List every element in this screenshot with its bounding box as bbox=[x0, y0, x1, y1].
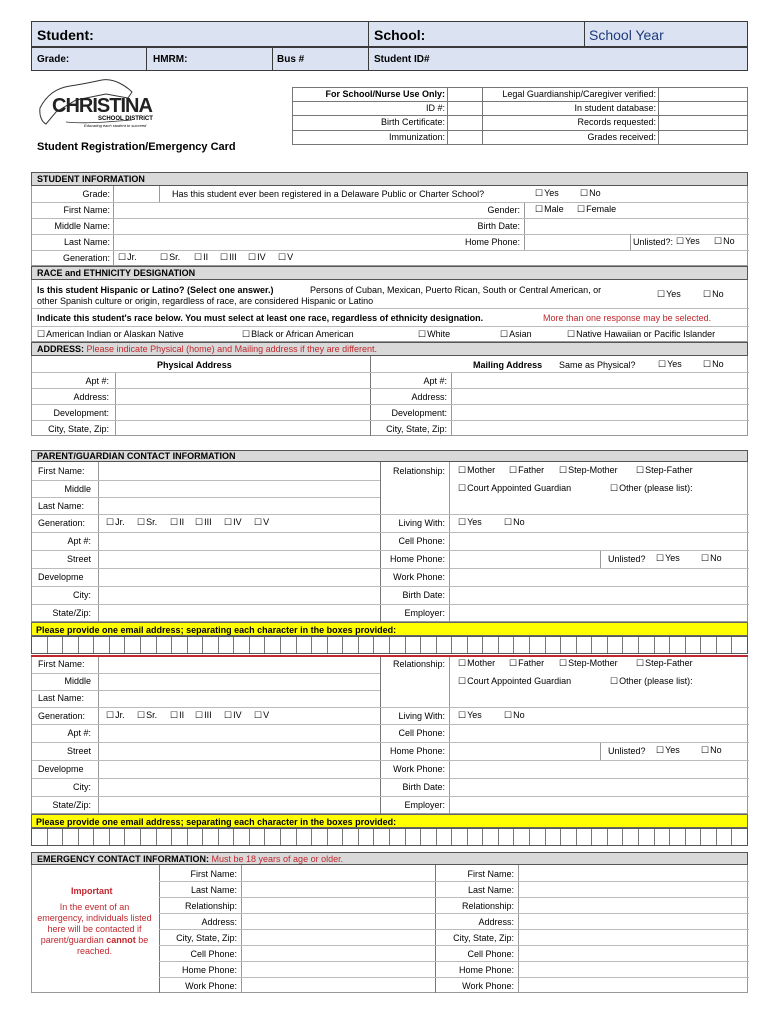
email-char-box[interactable] bbox=[452, 637, 468, 653]
email-char-box[interactable] bbox=[483, 829, 499, 845]
email-char-box[interactable] bbox=[79, 637, 95, 653]
email-char-box[interactable] bbox=[701, 829, 717, 845]
g2-development-label: Developme bbox=[38, 764, 84, 774]
email-char-box[interactable] bbox=[328, 637, 344, 653]
g1-apt-label: Apt #: bbox=[67, 536, 91, 546]
email-char-box[interactable] bbox=[48, 829, 64, 845]
g1-last-name-label: Last Name: bbox=[38, 501, 85, 511]
email-char-box[interactable] bbox=[390, 829, 406, 845]
g2-relationship-label: Relationship: bbox=[392, 659, 445, 669]
email-char-box[interactable] bbox=[390, 637, 406, 653]
grades-label: Grades received: bbox=[587, 132, 656, 142]
email-char-box[interactable] bbox=[608, 829, 624, 845]
g1-gen-iii-checkbox[interactable]: ☐ III bbox=[195, 518, 212, 527]
emergency-heading bbox=[31, 852, 748, 865]
email-char-box[interactable] bbox=[63, 637, 79, 653]
email-char-box[interactable] bbox=[297, 637, 313, 653]
email-char-box[interactable] bbox=[514, 637, 530, 653]
email-char-box[interactable] bbox=[188, 829, 204, 845]
important-text-block bbox=[37, 902, 152, 957]
email-char-box[interactable] bbox=[188, 637, 204, 653]
email-char-box[interactable] bbox=[157, 829, 173, 845]
unlisted-label: Unlisted?: bbox=[633, 237, 674, 247]
ec2-home-label: Home Phone: bbox=[458, 965, 514, 975]
ec1-cell-label: Cell Phone: bbox=[190, 949, 237, 959]
hispanic-desc: Persons of Cuban, Mexican, Puerto Rican, South or Central American, or bbox=[310, 285, 602, 295]
bus-cell[interactable] bbox=[273, 48, 369, 70]
ec2-city-label: City, State, Zip: bbox=[453, 933, 514, 943]
student-info-heading: STUDENT INFORMATION bbox=[31, 172, 748, 186]
email-char-box[interactable] bbox=[717, 637, 733, 653]
g2-living-no-checkbox[interactable]: ☐ No bbox=[504, 711, 525, 720]
email-char-box[interactable] bbox=[359, 637, 375, 653]
g2-last-name-label: Last Name: bbox=[38, 693, 85, 703]
grade-field-label: Grade: bbox=[82, 189, 110, 199]
email-char-box[interactable] bbox=[483, 637, 499, 653]
logo-district: SCHOOL DISTRICT bbox=[98, 116, 153, 122]
g2-employer-label: Employer: bbox=[404, 800, 445, 810]
same-as-physical-label: Same as Physical? bbox=[559, 360, 636, 370]
g1-development-label: Developme bbox=[38, 572, 84, 582]
g2-gen-iv-checkbox[interactable]: ☐ IV bbox=[224, 711, 242, 720]
g2-birth-label: Birth Date: bbox=[402, 782, 445, 792]
race-white-checkbox[interactable]: ☐ White bbox=[418, 330, 450, 339]
school-label: School: bbox=[374, 27, 426, 43]
g2-mother-checkbox[interactable]: ☐ Mother bbox=[458, 659, 495, 668]
emergency-heading-note: Must be 18 years of age or older. bbox=[211, 854, 344, 864]
g2-living-yes-checkbox[interactable]: ☐ Yes bbox=[458, 711, 482, 720]
email-char-box[interactable] bbox=[561, 637, 577, 653]
hispanic-yes-checkbox[interactable]: ☐ Yes bbox=[657, 290, 681, 299]
email-char-box[interactable] bbox=[281, 637, 297, 653]
email-char-box[interactable] bbox=[234, 829, 250, 845]
phys-city-label: City, State, Zip: bbox=[48, 424, 109, 434]
g1-living-yes-checkbox[interactable]: ☐ Yes bbox=[458, 518, 482, 527]
form-title: Student Registration/Emergency Card bbox=[37, 141, 236, 153]
email-char-box[interactable] bbox=[592, 637, 608, 653]
email-char-box[interactable] bbox=[670, 637, 686, 653]
g2-step-father-checkbox[interactable]: ☐ Step-Father bbox=[636, 659, 693, 668]
g1-gen-sr-checkbox[interactable]: ☐ Sr. bbox=[137, 518, 157, 527]
hispanic-question: Is this student Hispanic or Latino? (Select one answer.) bbox=[37, 285, 274, 295]
g1-living-with-label: Living With: bbox=[398, 518, 445, 528]
email-char-box[interactable] bbox=[623, 637, 639, 653]
registered-question: Has this student ever been registered in a Delaware Public or Charter School? bbox=[172, 189, 485, 199]
same-yes-checkbox[interactable]: ☐ Yes bbox=[658, 360, 682, 369]
email-char-box[interactable] bbox=[172, 637, 188, 653]
email-char-box[interactable] bbox=[701, 637, 717, 653]
email-char-box[interactable] bbox=[530, 637, 546, 653]
g2-gen-iii-checkbox[interactable]: ☐ III bbox=[195, 711, 212, 720]
g1-court-checkbox[interactable]: ☐ Court Appointed Guardian bbox=[458, 484, 571, 493]
records-label: Records requested: bbox=[577, 117, 656, 127]
district-logo bbox=[36, 78, 161, 136]
email-char-box[interactable] bbox=[125, 637, 141, 653]
ec2-cell-label: Cell Phone: bbox=[467, 949, 514, 959]
g1-email-boxes[interactable] bbox=[31, 636, 748, 654]
ec1-home-label: Home Phone: bbox=[181, 965, 237, 975]
g2-living-with-label: Living With: bbox=[398, 711, 445, 721]
email-char-box[interactable] bbox=[219, 637, 235, 653]
g2-cell-label: Cell Phone: bbox=[398, 728, 445, 738]
g2-gen-ii-checkbox[interactable]: ☐ II bbox=[170, 711, 184, 720]
ec1-work-label: Work Phone: bbox=[185, 981, 237, 991]
gen-v-checkbox[interactable]: ☐ V bbox=[278, 253, 293, 262]
g1-mother-checkbox[interactable]: ☐ Mother bbox=[458, 466, 495, 475]
header-row-1 bbox=[31, 21, 748, 47]
ec2-last-name-label: Last Name: bbox=[467, 885, 514, 895]
grade-label: Grade: bbox=[37, 54, 70, 65]
race-asian-checkbox[interactable]: ☐ Asian bbox=[500, 330, 532, 339]
g1-city-label: City: bbox=[73, 590, 91, 600]
database-label: In student database: bbox=[574, 103, 656, 113]
g1-gen-jr-checkbox[interactable]: ☐ Jr. bbox=[106, 518, 125, 527]
ec1-relationship-label: Relationship: bbox=[184, 901, 237, 911]
school-year-label: School Year bbox=[589, 27, 664, 43]
email-char-box[interactable] bbox=[717, 829, 733, 845]
logo-tagline: Educating each student to succeed bbox=[84, 123, 147, 128]
email-char-box[interactable] bbox=[437, 637, 453, 653]
email-char-box[interactable] bbox=[468, 829, 484, 845]
g1-relationship-label: Relationship: bbox=[392, 466, 445, 476]
email-char-box[interactable] bbox=[359, 829, 375, 845]
hmrm-cell[interactable] bbox=[147, 48, 273, 70]
ec1-city-label: City, State, Zip: bbox=[176, 933, 237, 943]
unlisted-yes-checkbox[interactable]: ☐ Yes bbox=[676, 237, 700, 246]
email-char-box[interactable] bbox=[577, 829, 593, 845]
email-char-box[interactable] bbox=[79, 829, 95, 845]
g2-first-name-label: First Name: bbox=[38, 659, 85, 669]
phys-address-label: Address: bbox=[73, 392, 109, 402]
email-char-box[interactable] bbox=[203, 637, 219, 653]
grade-cell[interactable] bbox=[32, 48, 147, 70]
ec2-work-label: Work Phone: bbox=[462, 981, 514, 991]
mail-apt-label: Apt #: bbox=[423, 376, 447, 386]
email-char-box[interactable] bbox=[546, 829, 562, 845]
gen-sr-checkbox[interactable]: ☐ Sr. bbox=[160, 253, 180, 262]
email-char-box[interactable] bbox=[172, 829, 188, 845]
g1-unlisted-yes-checkbox[interactable]: ☐ Yes bbox=[656, 554, 680, 563]
email-char-box[interactable] bbox=[421, 637, 437, 653]
email-char-box[interactable] bbox=[421, 829, 437, 845]
g1-first-name-label: First Name: bbox=[38, 466, 85, 476]
g1-generation-label: Generation: bbox=[38, 518, 86, 528]
email-char-box[interactable] bbox=[63, 829, 79, 845]
email-char-box[interactable] bbox=[468, 637, 484, 653]
ec2-relationship-label: Relationship: bbox=[461, 901, 514, 911]
email-char-box[interactable] bbox=[94, 637, 110, 653]
email-char-box[interactable] bbox=[203, 829, 219, 845]
registered-no-checkbox[interactable]: ☐ No bbox=[580, 189, 601, 198]
g2-generation-label: Generation: bbox=[38, 711, 86, 721]
race-hawaiian-checkbox[interactable]: ☐ Native Hawaiian or Pacific Islander bbox=[567, 330, 715, 339]
physical-address-heading: Physical Address bbox=[157, 360, 232, 370]
email-char-box[interactable] bbox=[32, 829, 48, 845]
important-text: In the event of an emergency, individuals listed here will be contacted if parent/guardian bbox=[37, 902, 152, 945]
g2-home-label: Home Phone: bbox=[389, 746, 445, 756]
student-id-label: Student ID# bbox=[374, 54, 430, 65]
race-heading: RACE and ETHNICITY DESIGNATION bbox=[31, 266, 748, 280]
email-char-box[interactable] bbox=[514, 829, 530, 845]
g2-apt-label: Apt #: bbox=[67, 728, 91, 738]
email-char-box[interactable] bbox=[655, 829, 671, 845]
email-char-box[interactable] bbox=[234, 637, 250, 653]
g1-living-no-checkbox[interactable]: ☐ No bbox=[504, 518, 525, 527]
ec1-address-label: Address: bbox=[201, 917, 237, 927]
gender-label: Gender: bbox=[487, 205, 520, 215]
home-phone-label: Home Phone: bbox=[464, 237, 520, 247]
birth-cert-label: Birth Certificate: bbox=[380, 117, 445, 127]
important-reached: be reached. bbox=[76, 935, 149, 956]
nurse-id-label: ID #: bbox=[425, 103, 445, 113]
g2-middle-label: Middle bbox=[64, 676, 91, 686]
gender-female-checkbox[interactable]: ☐ Female bbox=[577, 205, 616, 214]
g2-unlisted-no-checkbox[interactable]: ☐ No bbox=[701, 746, 722, 755]
email-char-box[interactable] bbox=[265, 829, 281, 845]
g2-court-checkbox[interactable]: ☐ Court Appointed Guardian bbox=[458, 677, 571, 686]
registered-yes-checkbox[interactable]: ☐ Yes bbox=[535, 189, 559, 198]
ec2-first-name-label: First Name: bbox=[467, 869, 514, 879]
email-char-box[interactable] bbox=[312, 829, 328, 845]
g1-father-checkbox[interactable]: ☐ Father bbox=[509, 466, 544, 475]
g2-gen-jr-checkbox[interactable]: ☐ Jr. bbox=[106, 711, 125, 720]
email-char-box[interactable] bbox=[374, 829, 390, 845]
gen-jr-checkbox[interactable]: ☐ Jr. bbox=[118, 253, 137, 262]
email-char-box[interactable] bbox=[250, 829, 266, 845]
nurse-title: For School/Nurse Use Only: bbox=[325, 89, 445, 99]
email-char-box[interactable] bbox=[141, 829, 157, 845]
important-cannot: cannot bbox=[106, 935, 136, 945]
middle-name-label: Middle Name: bbox=[54, 221, 110, 231]
g2-gen-v-checkbox[interactable]: ☐ V bbox=[254, 711, 269, 720]
email-char-box[interactable] bbox=[639, 637, 655, 653]
g2-step-mother-checkbox[interactable]: ☐ Step-Mother bbox=[559, 659, 618, 668]
gen-iii-checkbox[interactable]: ☐ III bbox=[220, 253, 237, 262]
g1-street-label: Street bbox=[66, 554, 91, 564]
same-no-checkbox[interactable]: ☐ No bbox=[703, 360, 724, 369]
email-char-box[interactable] bbox=[686, 637, 702, 653]
email-char-box[interactable] bbox=[94, 829, 110, 845]
g1-other-checkbox[interactable]: ☐ Other (please list): bbox=[610, 484, 693, 493]
email-char-box[interactable] bbox=[452, 829, 468, 845]
email-char-box[interactable] bbox=[48, 637, 64, 653]
email-char-box[interactable] bbox=[250, 637, 266, 653]
ec1-last-name-label: Last Name: bbox=[190, 885, 237, 895]
g2-unlisted-label: Unlisted? bbox=[608, 746, 646, 756]
hispanic-no-checkbox[interactable]: ☐ No bbox=[703, 290, 724, 299]
email-char-box[interactable] bbox=[281, 829, 297, 845]
email-char-box[interactable] bbox=[374, 637, 390, 653]
address-heading-label: ADDRESS: bbox=[37, 344, 85, 354]
school-cell[interactable] bbox=[369, 22, 585, 46]
gen-ii-checkbox[interactable]: ☐ II bbox=[194, 253, 208, 262]
student-name-cell[interactable] bbox=[32, 22, 369, 46]
g2-gen-sr-checkbox[interactable]: ☐ Sr. bbox=[137, 711, 157, 720]
phys-apt-label: Apt #: bbox=[85, 376, 109, 386]
bus-label: Bus # bbox=[277, 54, 305, 65]
hmrm-label: HMRM: bbox=[153, 54, 188, 65]
g1-unlisted-no-checkbox[interactable]: ☐ No bbox=[701, 554, 722, 563]
hispanic-desc-2: other Spanish culture or origin, regardless of race, are considered Hispanic or Latino bbox=[37, 296, 374, 306]
gen-iv-checkbox[interactable]: ☐ IV bbox=[248, 253, 266, 262]
email-char-box[interactable] bbox=[732, 829, 747, 845]
race-native-checkbox[interactable]: ☐ American Indian or Alaskan Native bbox=[37, 330, 184, 339]
g1-step-father-checkbox[interactable]: ☐ Step-Father bbox=[636, 466, 693, 475]
mail-address-label: Address: bbox=[411, 392, 447, 402]
email-char-box[interactable] bbox=[655, 637, 671, 653]
phys-development-label: Development: bbox=[53, 408, 109, 418]
address-heading bbox=[31, 342, 748, 356]
email-char-box[interactable] bbox=[577, 637, 593, 653]
email-char-box[interactable] bbox=[639, 829, 655, 845]
g1-gen-iv-checkbox[interactable]: ☐ IV bbox=[224, 518, 242, 527]
email-char-box[interactable] bbox=[32, 637, 48, 653]
email-char-box[interactable] bbox=[608, 637, 624, 653]
email-char-box[interactable] bbox=[437, 829, 453, 845]
g1-cell-label: Cell Phone: bbox=[398, 536, 445, 546]
g1-middle-label: Middle bbox=[64, 484, 91, 494]
email-char-box[interactable] bbox=[623, 829, 639, 845]
email-char-box[interactable] bbox=[732, 637, 747, 653]
email-char-box[interactable] bbox=[499, 829, 515, 845]
email-char-box[interactable] bbox=[343, 637, 359, 653]
g1-birth-label: Birth Date: bbox=[402, 590, 445, 600]
gender-male-checkbox[interactable]: ☐ Male bbox=[535, 205, 564, 214]
student-id-cell[interactable] bbox=[369, 48, 747, 70]
emergency-heading-label: EMERGENCY CONTACT INFORMATION: bbox=[37, 854, 209, 864]
g2-other-checkbox[interactable]: ☐ Other (please list): bbox=[610, 677, 693, 686]
logo-name: CHRISTINA bbox=[52, 95, 152, 117]
birth-date-label: Birth Date: bbox=[477, 221, 520, 231]
mailing-address-heading: Mailing Address bbox=[473, 360, 543, 370]
g1-unlisted-label: Unlisted? bbox=[608, 554, 646, 564]
g2-email-boxes[interactable] bbox=[31, 828, 748, 846]
g2-city-label: City: bbox=[73, 782, 91, 792]
email-char-box[interactable] bbox=[499, 637, 515, 653]
email-char-box[interactable] bbox=[343, 829, 359, 845]
email-char-box[interactable] bbox=[686, 829, 702, 845]
email-char-box[interactable] bbox=[141, 637, 157, 653]
email-char-box[interactable] bbox=[110, 829, 126, 845]
mail-development-label: Development: bbox=[391, 408, 447, 418]
email-char-box[interactable] bbox=[406, 637, 422, 653]
email-char-box[interactable] bbox=[561, 829, 577, 845]
email-char-box[interactable] bbox=[546, 637, 562, 653]
generation-label: Generation: bbox=[62, 253, 110, 263]
g1-employer-label: Employer: bbox=[404, 608, 445, 618]
g2-unlisted-yes-checkbox[interactable]: ☐ Yes bbox=[656, 746, 680, 755]
g2-email-note: Please provide one email address; separating each character in the boxes provided: bbox=[31, 814, 748, 828]
guardianship-label: Legal Guardianship/Caregiver verified: bbox=[502, 89, 656, 99]
immunization-label: Immunization: bbox=[388, 132, 445, 142]
email-char-box[interactable] bbox=[297, 829, 313, 845]
g2-work-label: Work Phone: bbox=[393, 764, 445, 774]
g2-state-zip-label: State/Zip: bbox=[52, 800, 91, 810]
header-row-2 bbox=[31, 47, 748, 71]
g1-work-label: Work Phone: bbox=[393, 572, 445, 582]
g1-home-label: Home Phone: bbox=[389, 554, 445, 564]
race-multi-note: More than one response may be selected. bbox=[543, 313, 712, 323]
email-char-box[interactable] bbox=[110, 637, 126, 653]
g1-state-zip-label: State/Zip: bbox=[52, 608, 91, 618]
race-indicate-text: Indicate this student's race below. You must select at least one race, regardless of ethnicity designation. bbox=[37, 313, 484, 323]
email-char-box[interactable] bbox=[406, 829, 422, 845]
student-label: Student: bbox=[37, 27, 94, 43]
email-char-box[interactable] bbox=[157, 637, 173, 653]
first-name-label: First Name: bbox=[63, 205, 110, 215]
mail-city-label: City, State, Zip: bbox=[386, 424, 447, 434]
email-char-box[interactable] bbox=[219, 829, 235, 845]
ec1-first-name-label: First Name: bbox=[190, 869, 237, 879]
g2-street-label: Street bbox=[66, 746, 91, 756]
race-black-checkbox[interactable]: ☐ Black or African American bbox=[242, 330, 354, 339]
email-char-box[interactable] bbox=[312, 637, 328, 653]
ec2-address-label: Address: bbox=[478, 917, 514, 927]
g1-step-mother-checkbox[interactable]: ☐ Step-Mother bbox=[559, 466, 618, 475]
address-heading-note: Please indicate Physical (home) and Mailing address if they are different. bbox=[86, 344, 378, 354]
g2-father-checkbox[interactable]: ☐ Father bbox=[509, 659, 544, 668]
school-year-cell[interactable] bbox=[585, 22, 747, 46]
unlisted-no-checkbox[interactable]: ☐ No bbox=[714, 237, 735, 246]
email-char-box[interactable] bbox=[670, 829, 686, 845]
email-char-box[interactable] bbox=[328, 829, 344, 845]
guardian-heading: PARENT/GUARDIAN CONTACT INFORMATION bbox=[31, 450, 748, 462]
email-char-box[interactable] bbox=[125, 829, 141, 845]
email-char-box[interactable] bbox=[592, 829, 608, 845]
email-char-box[interactable] bbox=[265, 637, 281, 653]
g1-gen-ii-checkbox[interactable]: ☐ II bbox=[170, 518, 184, 527]
g1-email-note: Please provide one email address; separating each character in the boxes provided: bbox=[31, 622, 748, 636]
important-label: Important bbox=[71, 886, 113, 896]
nurse-use-table bbox=[292, 87, 748, 145]
last-name-label: Last Name: bbox=[63, 237, 110, 247]
email-char-box[interactable] bbox=[530, 829, 546, 845]
g1-gen-v-checkbox[interactable]: ☐ V bbox=[254, 518, 269, 527]
